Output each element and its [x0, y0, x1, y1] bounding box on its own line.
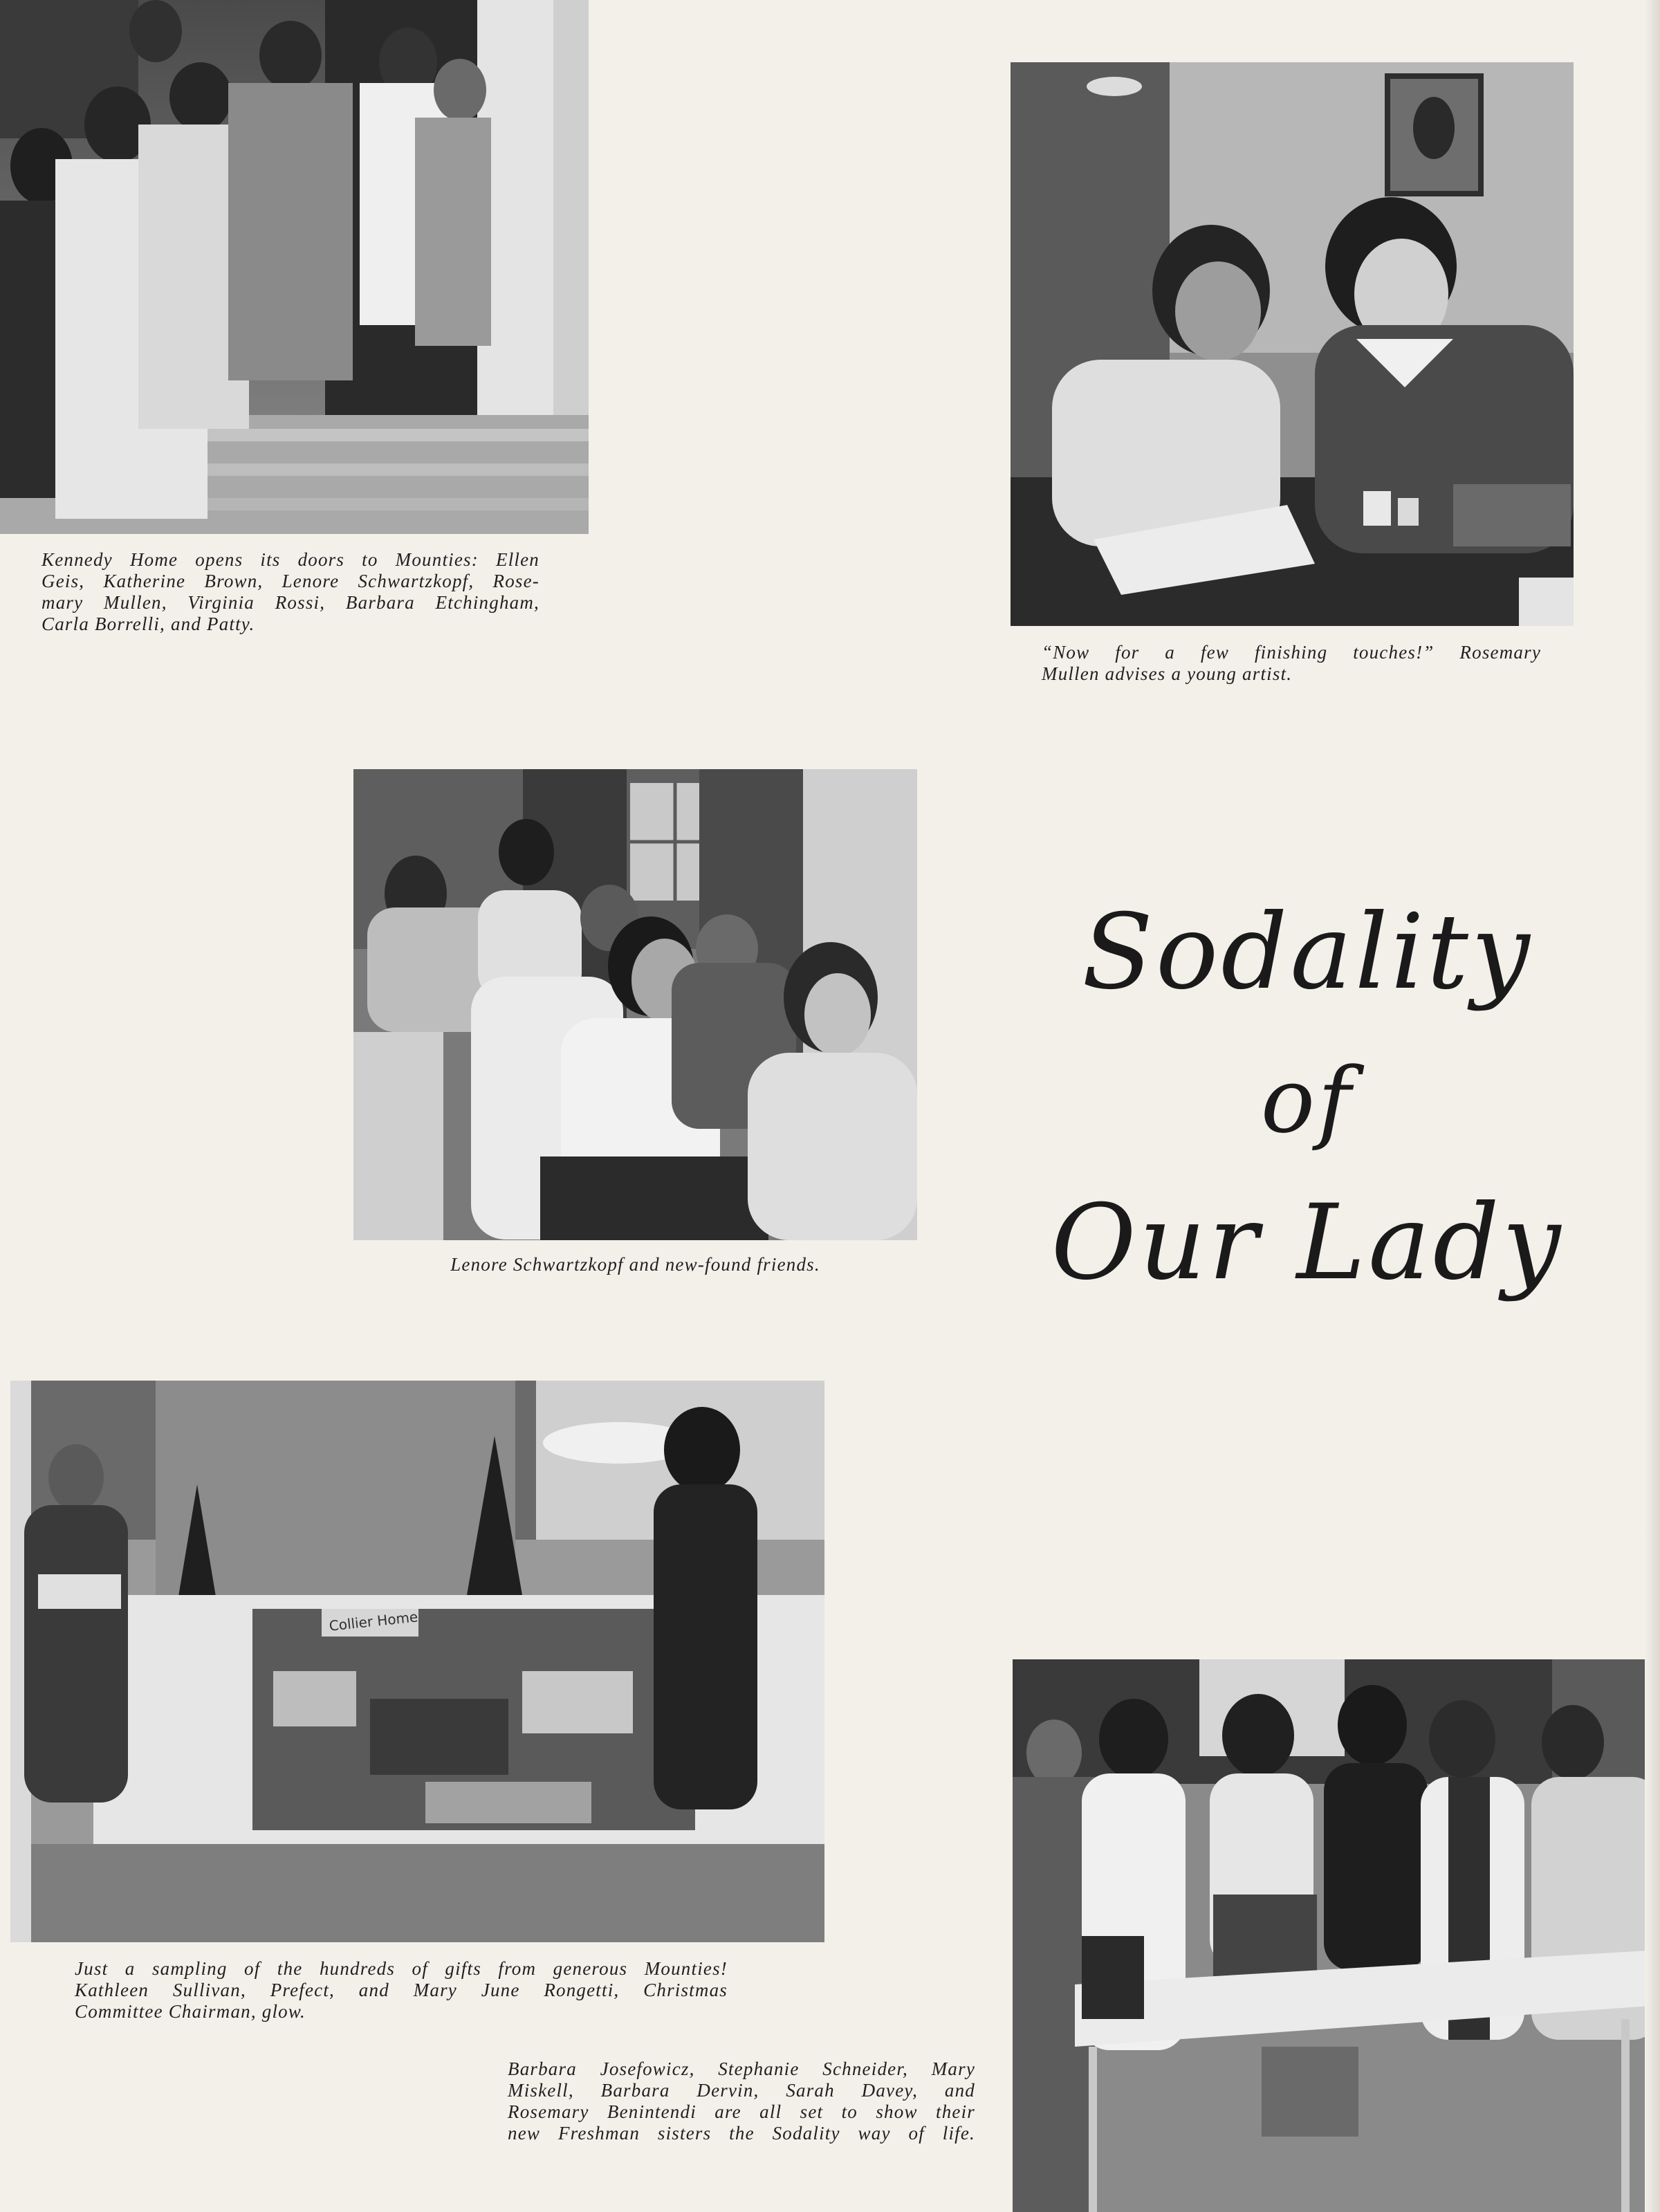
caption-sodality-way [508, 2058, 975, 2144]
caption-line: Carla Borrelli, and Patty. [42, 614, 255, 634]
caption-line: Lenore Schwartzkopf and new-found friends. [450, 1254, 820, 1275]
caption-christmas-gifts [75, 1958, 728, 2022]
caption-line: Mullen advises a young artist. [1042, 663, 1293, 684]
photo-finishing-touches [1011, 62, 1574, 626]
title-line-3: Our Lady [1051, 1183, 1564, 1303]
caption-line: “Now for a few finishing touches!” Rosemary [1042, 642, 1541, 663]
caption-line: Miskell, Barbara Dervin, Sarah Davey, and [508, 2080, 975, 2101]
caption-kennedy-home [42, 549, 540, 635]
page-title [1038, 892, 1577, 1335]
page-edge [1645, 0, 1660, 2212]
caption-line: Just a sampling of the hundreds of gifts from generous Mounties! [75, 1958, 728, 1979]
caption-line: Rosemary Benintendi are all set to show their [508, 2101, 975, 2122]
title-line-1: Sodality [1082, 892, 1533, 1013]
caption-line: mary Mullen, Virginia Rossi, Barbara Etchingham, [42, 592, 540, 613]
caption-finishing-touches [1042, 642, 1541, 685]
photo-sodality-table [1013, 1659, 1660, 2212]
caption-line: Kathleen Sullivan, Prefect, and Mary June Rongetti, Christmas [75, 1980, 728, 2000]
caption-line: Barbara Josefowicz, Stephanie Schneider, Mary [508, 2058, 975, 2079]
photo-christmas-gifts [10, 1381, 824, 1942]
photo-kennedy-home [0, 0, 589, 534]
caption-new-found-friends [353, 1254, 917, 1275]
collier-home-sign: Collier Home [328, 1608, 419, 1634]
caption-line: Kennedy Home opens its doors to Mounties: Ellen [42, 549, 540, 570]
caption-line: Geis, Katherine Brown, Lenore Schwartzkopf, Rose- [42, 571, 540, 591]
caption-line: new Freshman sisters the Sodality way of life. [508, 2123, 975, 2144]
caption-line: Committee Chairman, glow. [75, 2001, 306, 2022]
photo-new-found-friends [353, 769, 917, 1240]
title-line-2: of [1260, 1048, 1354, 1153]
